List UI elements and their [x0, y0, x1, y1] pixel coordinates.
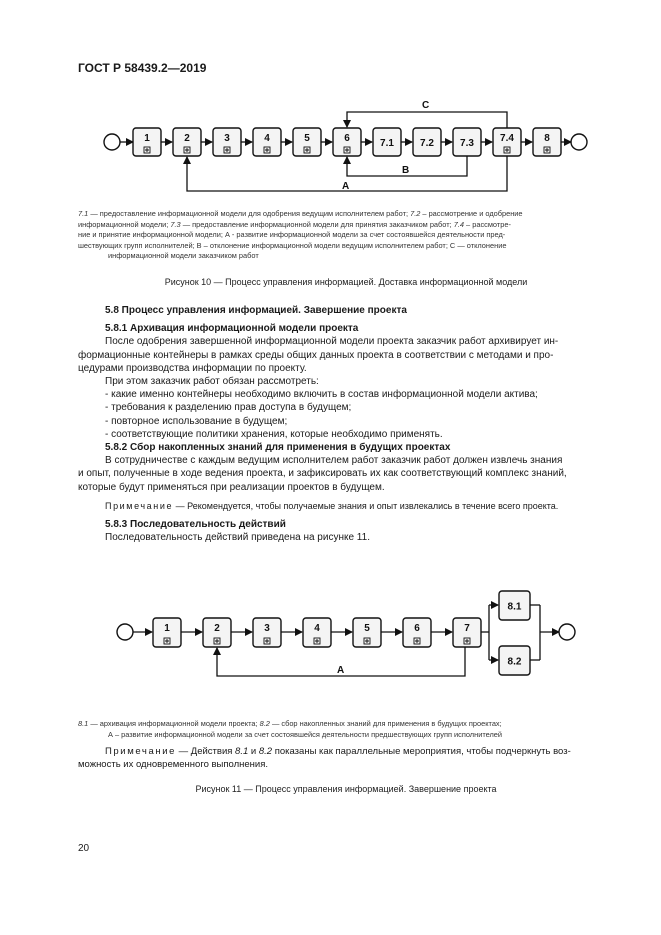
page-number: 20: [78, 843, 90, 854]
process-box-1: [133, 128, 161, 156]
process-box-7-3-label: 7.3: [460, 138, 474, 149]
figure-11-caption: Рисунок 11 — Процесс управления информацией. Завершение проекта: [195, 784, 497, 794]
section-5-8-2-heading: 5.8.2 Сбор накопленных знаний для применения в будущих проектах: [105, 442, 451, 454]
process-box-7-1: [373, 128, 401, 156]
process-box-f11-6: [403, 618, 431, 647]
process-box-f11-8-1: [499, 591, 530, 620]
process-box-f11-6-label: 6: [414, 623, 420, 634]
process-box-3-label: 3: [224, 133, 230, 144]
section-5-8-heading: 5.8 Процесс управления информацией. Завершение проекта: [105, 305, 407, 316]
process-box-f11-2-label: 2: [214, 623, 220, 634]
process-box-f11-8-1-label: 8.1: [507, 601, 522, 613]
start-node-2: [117, 624, 133, 640]
process-box-f11-3: [253, 618, 281, 647]
document-header: ГОСТ Р 58439.2—2019: [78, 61, 207, 75]
process-box-7-3: [453, 128, 481, 156]
list-item: - повторное использование в будущем;: [105, 415, 288, 427]
process-box-5-label: 5: [304, 133, 310, 144]
process-box-1-label: 1: [144, 133, 150, 144]
figure-10-legend: 7.1 — предоставление информационной модели для одобрения ведущим исполнителем работ; 7.2 – рассмотрение и одобрение информационной модели; 7.3 — предоставление информационной модели для принятия заказчиком работ; 7.4 – рассмотре- ние и принятие информационной модели; А - развитие информационной модели за счет состоявшейся деятельности пред- шествующих групп исполнителей; В – отклонение информационной модели ведущим исполнителем работ; С — отклонение информационной модели заказчиком работ: [78, 209, 523, 260]
end-node: [571, 134, 587, 150]
process-box-7-4-label: 7.4: [500, 133, 514, 144]
loop-a-label-2: A: [337, 665, 345, 676]
list-item: - какие именно контейнеры необходимо включить в состав информационной модели актива;: [105, 389, 538, 401]
process-box-2-label: 2: [184, 133, 190, 144]
loop-b-label: B: [402, 165, 410, 176]
list-item: - требования к разделению прав доступа в будущем;: [105, 402, 352, 414]
process-box-7-2-label: 7.2: [420, 138, 434, 149]
process-box-f11-7-label: 7: [464, 623, 470, 634]
process-box-f11-8-2: [499, 646, 530, 675]
start-node: [104, 134, 120, 150]
process-box-7-2: [413, 128, 441, 156]
process-box-7-4: [493, 128, 521, 156]
process-box-2: [173, 128, 201, 156]
process-box-8: [533, 128, 561, 156]
process-box-f11-4-label: 4: [314, 623, 320, 634]
figure-10-diagram: [0, 0, 661, 210]
process-box-f11-3-label: 3: [264, 623, 270, 634]
figure-11-legend: 8.1 — архивация информационной модели проекта; 8.2 — сбор накопленных знаний для применения в будущих проектах; А – развитие информационной модели за счет состоявшейся деятельности предшествующих групп исполнителей: [78, 719, 503, 739]
process-box-f11-5-label: 5: [364, 623, 370, 634]
section-5-8-1-heading: 5.8.1 Архивация информационной модели проекта: [105, 323, 359, 335]
note-1: Примечание — Рекомендуется, чтобы получаемые знания и опыт извлекались в течение всего проекта.: [105, 500, 559, 511]
note-2: Примечание — Действия 8.1 и 8.2 показаны как параллельные мероприятия, чтобы подчеркнуть воз- можность их одновременного выполнения.: [78, 746, 571, 770]
process-box-6: [333, 128, 361, 156]
considerations-list: [78, 388, 614, 441]
section-5-8-3-heading: 5.8.3 Последовательность действий: [105, 518, 286, 530]
loop-c-label: C: [422, 100, 430, 111]
list-item: - соответствующие политики хранения, которые необходимо применять.: [105, 428, 443, 440]
process-box-f11-5: [353, 618, 381, 647]
process-box-f11-2: [203, 618, 231, 647]
figure-11-diagram: [0, 575, 661, 705]
process-box-4: [253, 128, 281, 156]
process-box-3: [213, 128, 241, 156]
figure-10-caption: Рисунок 10 — Процесс управления информацией. Доставка информационной модели: [164, 277, 528, 287]
process-box-6-label: 6: [344, 133, 350, 144]
process-box-5: [293, 128, 321, 156]
process-box-f11-8-2-label: 8.2: [507, 656, 522, 668]
section-5-8: 5.8 Процесс управления информацией. Завершение проекта 5.8.1 Архивация информационной модели проекта После одобрения завершенной информационной модели проекта заказчик работ архивирует ин- формационные контейнеры в рамках среды общих данных проекта в соответствии с методами и про- цедурами производства информации по проекту. При этом заказчик работ обязан рассмотреть: - какие именно контейнеры необходимо включить в состав информационной модели актива; - требования к разделению прав доступа в будущем; - повторное использование в будущем; - соответствующие политики хранения, которые необходимо применять. 5.8.2 Сбор накопленных знаний для применения в будущих проектах В сотрудничестве с каждым ведущим исполнителем работ заказчик работ должен извлечь знания и опыт, полученные в ходе ведения проекта, и зафиксировать их как соответствующий комплекс знаний, которые будут применяться при реализации проектов в будущем. Примечание — Рекомендуется, чтобы получаемые знания и опыт извлекались в течение всего проекта. 5.8.3 Последовательность действий Последовательность действий приведена на рисунке 11.: [78, 304, 614, 544]
process-box-f11-1: [153, 618, 181, 647]
process-box-7-1-label: 7.1: [380, 138, 394, 149]
end-node-2: [559, 624, 575, 640]
loop-c-arrow: [347, 112, 507, 128]
process-box-8-label: 8: [544, 133, 550, 144]
process-box-f11-7: [453, 618, 481, 647]
process-box-4-label: 4: [264, 133, 270, 144]
loop-a-label: A: [342, 181, 350, 192]
process-box-f11-1-label: 1: [164, 623, 170, 634]
process-box-f11-4: [303, 618, 331, 647]
